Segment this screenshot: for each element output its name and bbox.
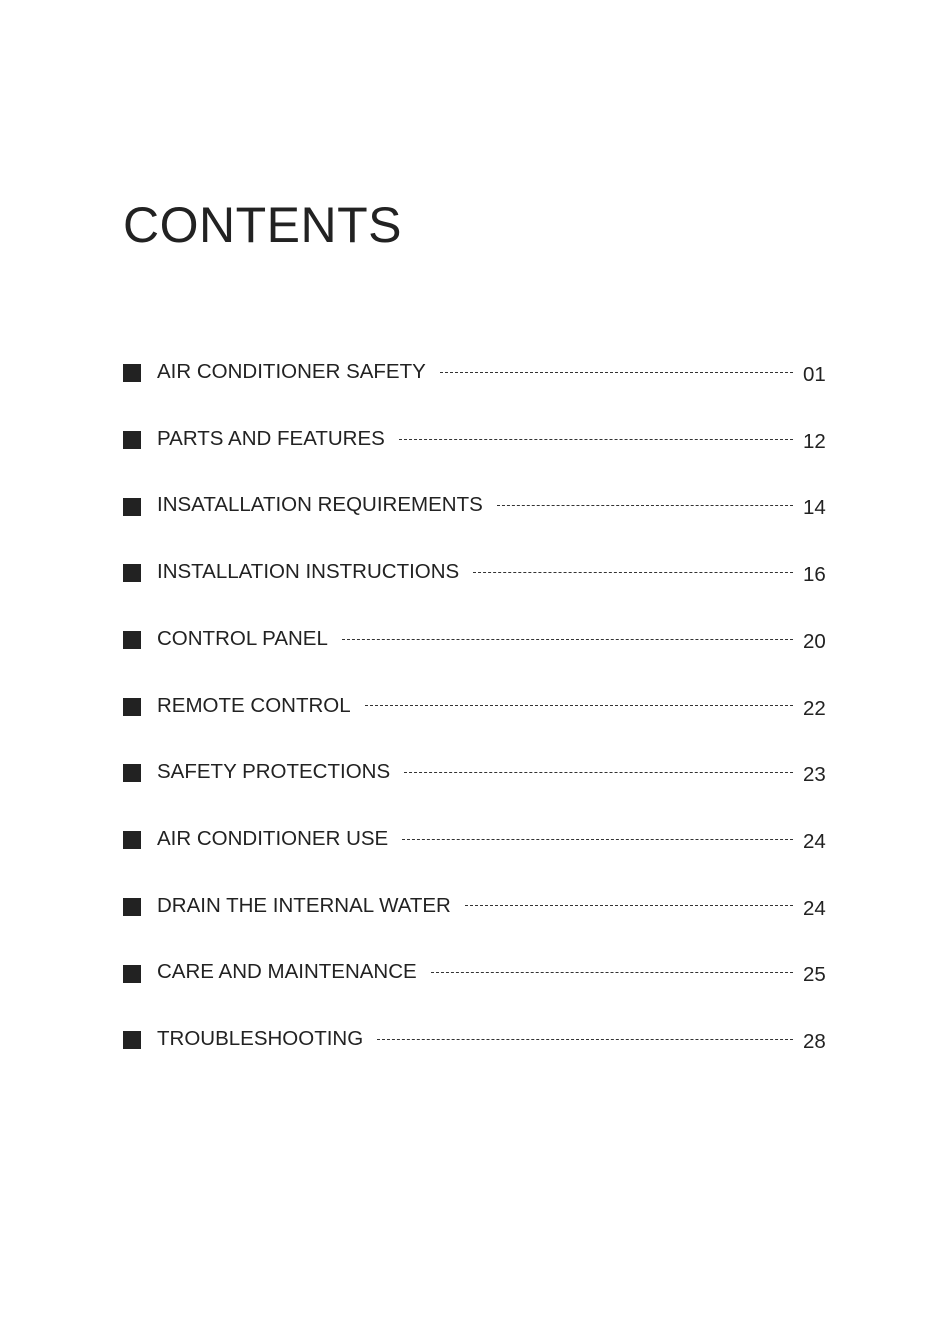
dotted-leader: [342, 639, 793, 640]
toc-entry[interactable]: [123, 876, 833, 943]
toc-entry-page: 24: [803, 829, 826, 853]
toc-entry[interactable]: [123, 809, 833, 876]
toc-entry-label: INSATALLATION REQUIREMENTS: [157, 493, 483, 517]
page-title: CONTENTS: [123, 197, 402, 253]
toc-entry-page: 01: [803, 363, 826, 387]
dotted-leader: [473, 572, 793, 573]
dotted-leader: [365, 705, 793, 706]
bullet-square-icon: [123, 364, 141, 382]
toc-entry-page: 24: [803, 896, 826, 920]
toc-entry[interactable]: [123, 742, 833, 809]
toc-entry[interactable]: [123, 342, 833, 409]
toc-entry-page: 16: [803, 563, 826, 587]
toc-entry-label: DRAIN THE INTERNAL WATER: [157, 893, 451, 917]
bullet-square-icon: [123, 831, 141, 849]
toc-entry-page: 20: [803, 629, 826, 653]
toc-entry-label: AIR CONDITIONER SAFETY: [157, 360, 426, 384]
toc-entry-label: REMOTE CONTROL: [157, 693, 351, 717]
bullet-square-icon: [123, 698, 141, 716]
bullet-square-icon: [123, 431, 141, 449]
toc-entry[interactable]: [123, 1009, 833, 1076]
dotted-leader: [440, 372, 793, 373]
dotted-leader: [399, 439, 793, 440]
toc-entry-label: SAFETY PROTECTIONS: [157, 760, 391, 784]
toc-entry-label: CARE AND MAINTENANCE: [157, 960, 417, 984]
toc-entry-label: TROUBLESHOOTING: [157, 1026, 364, 1050]
toc-entry-page: 14: [803, 496, 826, 520]
toc-entry[interactable]: [123, 675, 833, 742]
bullet-square-icon: [123, 564, 141, 582]
dotted-leader: [431, 972, 793, 973]
toc-entry-page: 22: [803, 696, 826, 720]
bullet-square-icon: [123, 1031, 141, 1049]
toc-entry-label: CONTROL PANEL: [157, 626, 328, 650]
bullet-square-icon: [123, 898, 141, 916]
dotted-leader: [404, 772, 793, 773]
toc-entry-page: 25: [803, 963, 826, 987]
bullet-square-icon: [123, 631, 141, 649]
toc-entry[interactable]: [123, 942, 833, 1009]
toc-entry-label: PARTS AND FEATURES: [157, 426, 385, 450]
toc-entry[interactable]: [123, 542, 833, 609]
toc-entry-page: 28: [803, 1029, 826, 1053]
dotted-leader: [402, 839, 793, 840]
dotted-leader: [377, 1039, 793, 1040]
bullet-square-icon: [123, 764, 141, 782]
toc-entry-page: 12: [803, 429, 826, 453]
toc-entry[interactable]: [123, 475, 833, 542]
toc-entry-label: INSTALLATION INSTRUCTIONS: [157, 560, 460, 584]
dotted-leader: [465, 905, 793, 906]
dotted-leader: [497, 505, 793, 506]
toc-entry[interactable]: [123, 409, 833, 476]
toc-entry-label: AIR CONDITIONER USE: [157, 826, 389, 850]
toc-entry-page: 23: [803, 763, 826, 787]
toc-list: [123, 342, 833, 1076]
toc-entry[interactable]: [123, 609, 833, 676]
bullet-square-icon: [123, 498, 141, 516]
bullet-square-icon: [123, 965, 141, 983]
